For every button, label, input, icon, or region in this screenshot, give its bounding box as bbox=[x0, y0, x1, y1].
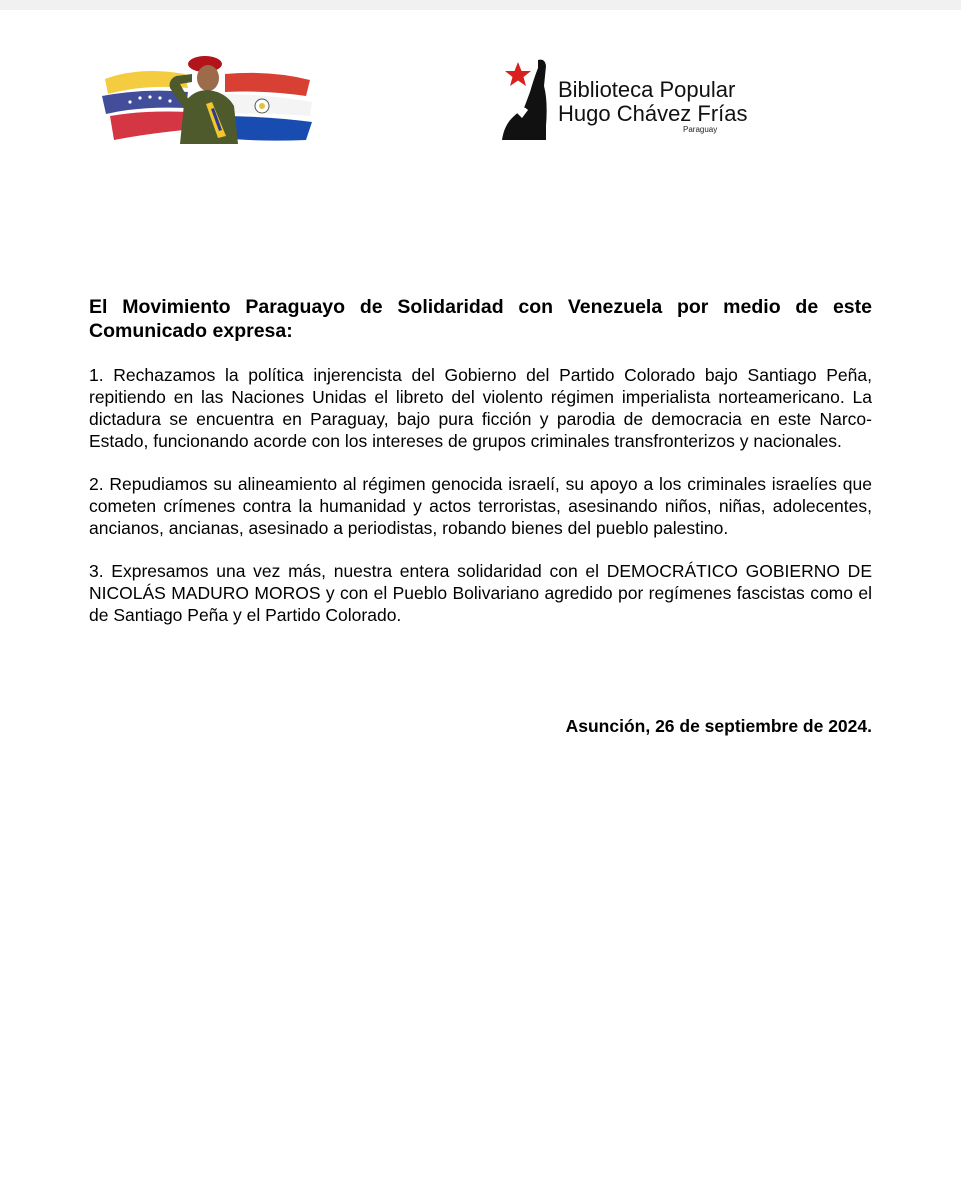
flags-salute-logo bbox=[100, 44, 315, 144]
paragraph-1: 1. Rechazamos la política injerencista del Gobierno del Partido Colorado bajo Santiago Peña, repitiendo en las Naciones Unidas el libreto del violento régimen imperialista norteamericano. La dictadura se encuentra en Paraguay, bajo pura ficción y parodia de democracia en este Narco-Estado, funcionando acorde con los intereses de grupos criminales transfronterizos y nacionales. bbox=[89, 365, 872, 451]
library-name-line1: Biblioteca Popular bbox=[558, 77, 736, 102]
document-body bbox=[89, 295, 872, 647]
date-signoff: Asunción, 26 de septiembre de 2024. bbox=[565, 716, 872, 736]
library-country: Paraguay bbox=[683, 125, 718, 134]
library-name-line2: Hugo Chávez Frías bbox=[558, 101, 748, 126]
paragraph-3: 3. Expresamos una vez más, nuestra entera solidaridad con el DEMOCRÁTICO GOBIERNO DE NICOLÁS MADURO MOROS y con el Pueblo Bolivariano agredido por regímenes fascistas como el de Santiago Peña y el Partido Colorado. bbox=[89, 561, 872, 625]
star-fist-icon bbox=[500, 56, 556, 146]
library-logo bbox=[500, 56, 750, 146]
document-page bbox=[0, 10, 961, 1200]
library-name bbox=[558, 78, 748, 126]
document-heading: El Movimiento Paraguayo de Solidaridad con Venezuela por medio de este Comunicado expresa: bbox=[89, 296, 872, 342]
paragraph-2: 2. Repudiamos su alineamiento al régimen genocida israelí, su apoyo a los criminales israelíes que cometen crímenes contra la humanidad y actos terroristas, asesinando niños, niñas, adolecentes, ancianos, ancianas, asesinado a periodistas, robando bienes del pueblo palestino. bbox=[89, 474, 872, 538]
